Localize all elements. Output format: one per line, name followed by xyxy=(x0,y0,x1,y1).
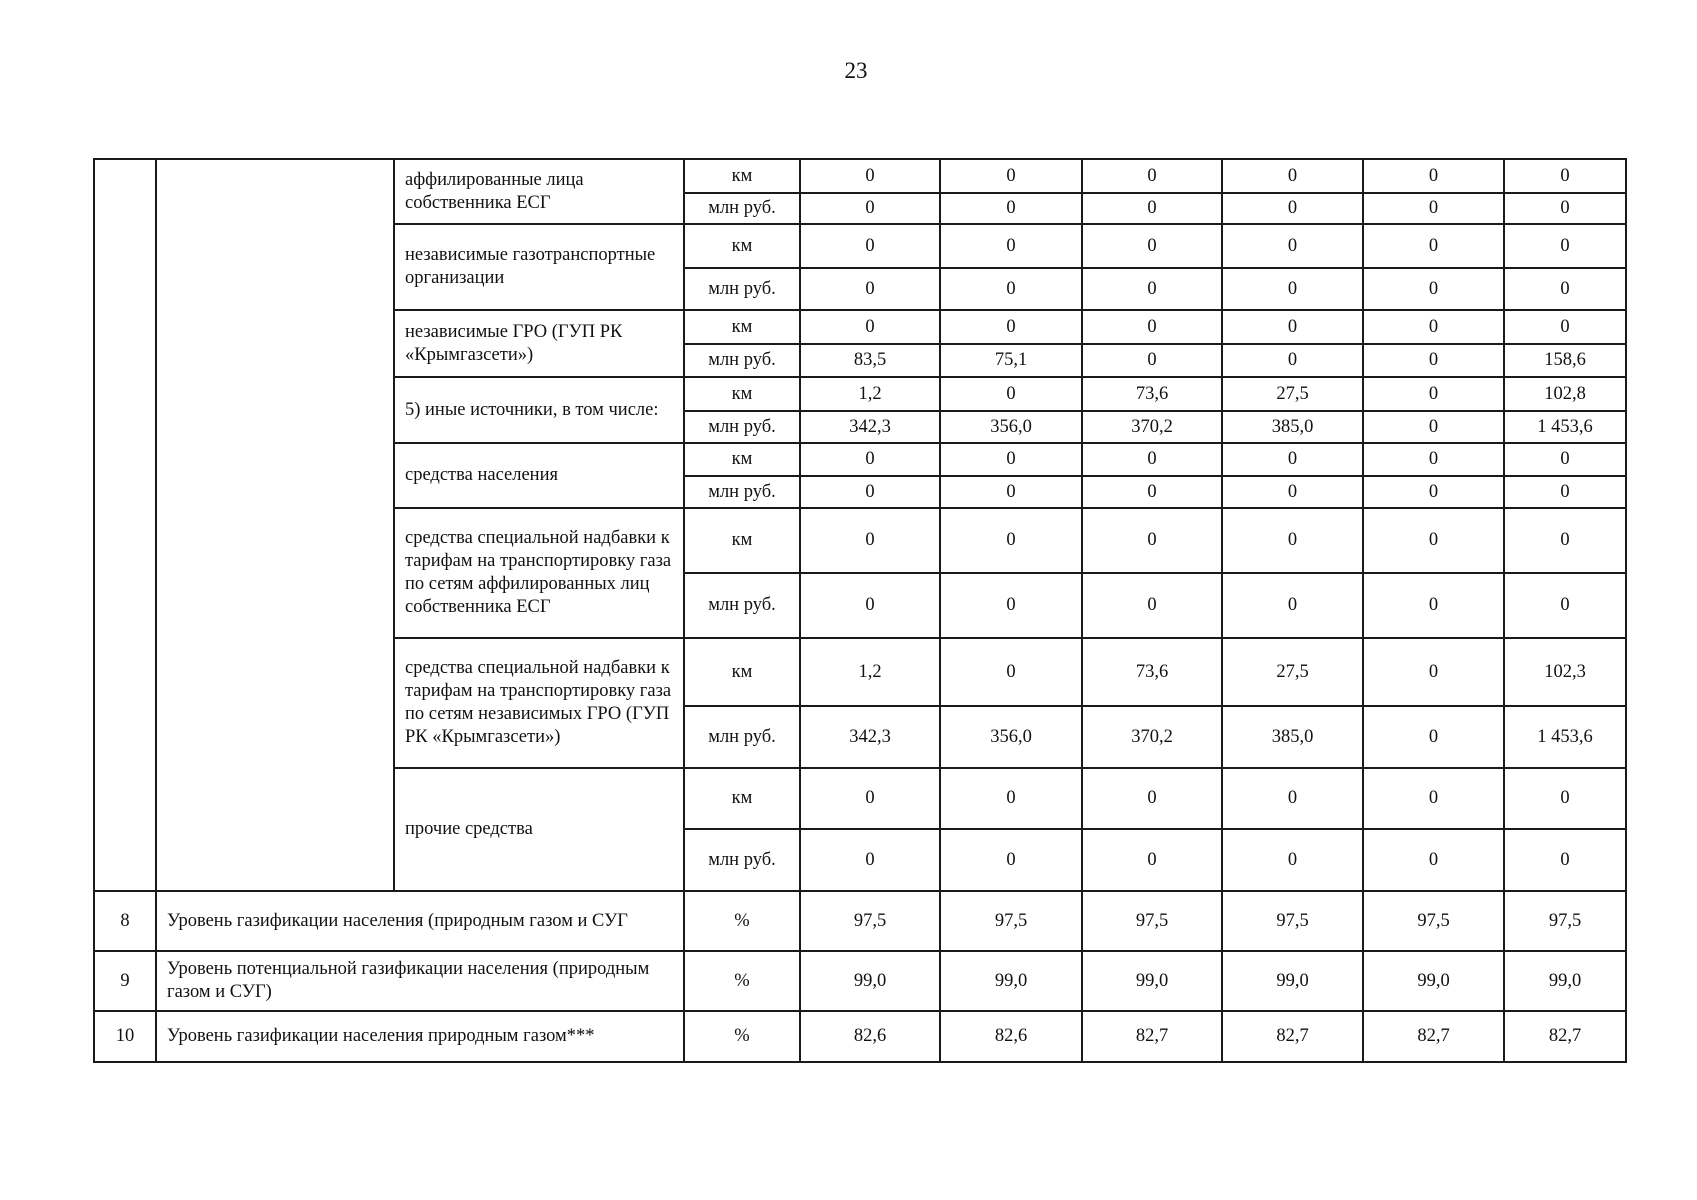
value-cell: 0 xyxy=(1082,159,1222,193)
value-cell: 99,0 xyxy=(1222,951,1363,1011)
value-cell: 0 xyxy=(1363,268,1504,310)
value-cell: 0 xyxy=(1082,344,1222,377)
source-label: 5) иные источники, в том числе: xyxy=(394,377,684,443)
value-cell: 0 xyxy=(940,193,1082,224)
value-cell: 0 xyxy=(1363,829,1504,891)
value-cell: 0 xyxy=(1222,268,1363,310)
value-cell: 0 xyxy=(1082,768,1222,829)
value-cell: 0 xyxy=(940,377,1082,411)
unit-rub: млн руб. xyxy=(684,829,800,891)
value-cell: 75,1 xyxy=(940,344,1082,377)
value-cell: 356,0 xyxy=(940,706,1082,768)
value-cell: 0 xyxy=(800,193,940,224)
unit-rub: млн руб. xyxy=(684,268,800,310)
value-cell: 0 xyxy=(1222,768,1363,829)
unit-rub: млн руб. xyxy=(684,706,800,768)
value-cell: 0 xyxy=(1363,476,1504,508)
value-cell: 0 xyxy=(940,638,1082,706)
value-cell: 0 xyxy=(1363,411,1504,443)
sub-row-km xyxy=(94,159,1626,193)
value-cell: 158,6 xyxy=(1504,344,1626,377)
value-cell: 0 xyxy=(800,310,940,344)
indicator-row xyxy=(94,891,1626,951)
value-cell: 342,3 xyxy=(800,706,940,768)
value-cell: 0 xyxy=(1504,508,1626,573)
value-cell: 0 xyxy=(1363,573,1504,638)
value-cell: 0 xyxy=(800,159,940,193)
unit-rub: млн руб. xyxy=(684,476,800,508)
unit-km: км xyxy=(684,377,800,411)
value-cell: 0 xyxy=(800,768,940,829)
indicator-row xyxy=(94,1011,1626,1062)
value-cell: 0 xyxy=(1222,443,1363,476)
row-number: 8 xyxy=(94,891,156,951)
value-cell: 0 xyxy=(1082,268,1222,310)
value-cell: 356,0 xyxy=(940,411,1082,443)
value-cell: 0 xyxy=(1082,508,1222,573)
source-label: аффилированные лица собственника ЕСГ xyxy=(394,159,684,224)
source-label: средства населения xyxy=(394,443,684,508)
value-cell: 0 xyxy=(940,268,1082,310)
value-cell: 0 xyxy=(1363,508,1504,573)
value-cell: 0 xyxy=(1222,573,1363,638)
unit-km: км xyxy=(684,443,800,476)
value-cell: 0 xyxy=(1082,224,1222,268)
unit-rub: млн руб. xyxy=(684,573,800,638)
value-cell: 0 xyxy=(1363,638,1504,706)
value-cell: 0 xyxy=(940,159,1082,193)
indicator-cell-empty xyxy=(156,159,394,891)
unit-km: км xyxy=(684,638,800,706)
value-cell: 82,7 xyxy=(1504,1011,1626,1062)
value-cell: 0 xyxy=(1363,377,1504,411)
value-cell: 0 xyxy=(1504,310,1626,344)
value-cell: 0 xyxy=(940,829,1082,891)
value-cell: 0 xyxy=(800,268,940,310)
value-cell: 0 xyxy=(1222,310,1363,344)
value-cell: 1 453,6 xyxy=(1504,411,1626,443)
value-cell: 0 xyxy=(1504,829,1626,891)
value-cell: 0 xyxy=(1363,310,1504,344)
value-cell: 73,6 xyxy=(1082,377,1222,411)
value-cell: 82,7 xyxy=(1222,1011,1363,1062)
row-number: 9 xyxy=(94,951,156,1011)
value-cell: 83,5 xyxy=(800,344,940,377)
value-cell: 1,2 xyxy=(800,377,940,411)
unit-percent: % xyxy=(684,891,800,951)
value-cell: 97,5 xyxy=(800,891,940,951)
value-cell: 97,5 xyxy=(940,891,1082,951)
value-cell: 0 xyxy=(1363,344,1504,377)
value-cell: 99,0 xyxy=(1504,951,1626,1011)
value-cell: 0 xyxy=(1504,573,1626,638)
row-number: 10 xyxy=(94,1011,156,1062)
value-cell: 0 xyxy=(1363,224,1504,268)
source-label: средства специальной надбавки к тарифам на транспортировку газа по сетям независимых ГРО (ГУП РК «Крымгазсети») xyxy=(394,638,684,768)
indicators-table xyxy=(93,158,1627,1063)
value-cell: 0 xyxy=(800,573,940,638)
value-cell: 0 xyxy=(1504,443,1626,476)
indicator-label: Уровень газификации населения (природным газом и СУГ xyxy=(156,891,684,951)
value-cell: 0 xyxy=(1363,193,1504,224)
value-cell: 0 xyxy=(1082,573,1222,638)
value-cell: 97,5 xyxy=(1222,891,1363,951)
unit-rub: млн руб. xyxy=(684,411,800,443)
value-cell: 0 xyxy=(1222,829,1363,891)
value-cell: 0 xyxy=(800,476,940,508)
value-cell: 0 xyxy=(1504,268,1626,310)
value-cell: 27,5 xyxy=(1222,377,1363,411)
indicator-label: Уровень газификации населения природным газом*** xyxy=(156,1011,684,1062)
value-cell: 1,2 xyxy=(800,638,940,706)
unit-rub: млн руб. xyxy=(684,193,800,224)
unit-percent: % xyxy=(684,1011,800,1062)
value-cell: 1 453,6 xyxy=(1504,706,1626,768)
value-cell: 0 xyxy=(940,310,1082,344)
value-cell: 82,7 xyxy=(1082,1011,1222,1062)
indicator-row xyxy=(94,951,1626,1011)
value-cell: 82,6 xyxy=(800,1011,940,1062)
value-cell: 27,5 xyxy=(1222,638,1363,706)
unit-km: км xyxy=(684,224,800,268)
value-cell: 385,0 xyxy=(1222,706,1363,768)
value-cell: 0 xyxy=(940,443,1082,476)
unit-km: км xyxy=(684,310,800,344)
value-cell: 0 xyxy=(1222,159,1363,193)
value-cell: 0 xyxy=(940,508,1082,573)
source-label: прочие средства xyxy=(394,768,684,891)
value-cell: 102,3 xyxy=(1504,638,1626,706)
value-cell: 0 xyxy=(800,224,940,268)
value-cell: 82,6 xyxy=(940,1011,1082,1062)
value-cell: 0 xyxy=(940,573,1082,638)
value-cell: 370,2 xyxy=(1082,706,1222,768)
value-cell: 0 xyxy=(1222,224,1363,268)
value-cell: 0 xyxy=(1504,159,1626,193)
unit-percent: % xyxy=(684,951,800,1011)
value-cell: 342,3 xyxy=(800,411,940,443)
value-cell: 0 xyxy=(940,768,1082,829)
unit-rub: млн руб. xyxy=(684,344,800,377)
value-cell: 0 xyxy=(1504,224,1626,268)
value-cell: 0 xyxy=(1082,310,1222,344)
value-cell: 0 xyxy=(1082,193,1222,224)
value-cell: 370,2 xyxy=(1082,411,1222,443)
value-cell: 0 xyxy=(1363,443,1504,476)
value-cell: 0 xyxy=(940,476,1082,508)
value-cell: 99,0 xyxy=(1082,951,1222,1011)
source-label: независимые ГРО (ГУП РК «Крымгазсети») xyxy=(394,310,684,377)
value-cell: 99,0 xyxy=(1363,951,1504,1011)
value-cell: 0 xyxy=(1222,508,1363,573)
value-cell: 0 xyxy=(1504,193,1626,224)
value-cell: 97,5 xyxy=(1082,891,1222,951)
unit-km: км xyxy=(684,159,800,193)
value-cell: 0 xyxy=(800,829,940,891)
value-cell: 73,6 xyxy=(1082,638,1222,706)
value-cell: 0 xyxy=(1222,344,1363,377)
source-label: средства специальной надбавки к тарифам на транспортировку газа по сетям аффилированных лиц собственника ЕСГ xyxy=(394,508,684,638)
source-label: независимые газотранспортные организации xyxy=(394,224,684,310)
value-cell: 0 xyxy=(940,224,1082,268)
value-cell: 97,5 xyxy=(1504,891,1626,951)
value-cell: 0 xyxy=(1363,768,1504,829)
value-cell: 0 xyxy=(1504,476,1626,508)
value-cell: 0 xyxy=(1363,706,1504,768)
value-cell: 0 xyxy=(1222,193,1363,224)
unit-km: км xyxy=(684,508,800,573)
value-cell: 0 xyxy=(1504,768,1626,829)
value-cell: 99,0 xyxy=(800,951,940,1011)
value-cell: 0 xyxy=(800,508,940,573)
row-number-cell-empty xyxy=(94,159,156,891)
value-cell: 0 xyxy=(1082,443,1222,476)
value-cell: 0 xyxy=(800,443,940,476)
value-cell: 385,0 xyxy=(1222,411,1363,443)
page-number: 23 xyxy=(844,58,868,83)
value-cell: 82,7 xyxy=(1363,1011,1504,1062)
value-cell: 97,5 xyxy=(1363,891,1504,951)
value-cell: 0 xyxy=(1363,159,1504,193)
value-cell: 102,8 xyxy=(1504,377,1626,411)
indicator-label: Уровень потенциальной газификации населения (природным газом и СУГ) xyxy=(156,951,684,1011)
unit-km: км xyxy=(684,768,800,829)
value-cell: 0 xyxy=(1082,829,1222,891)
value-cell: 99,0 xyxy=(940,951,1082,1011)
value-cell: 0 xyxy=(1222,476,1363,508)
value-cell: 0 xyxy=(1082,476,1222,508)
